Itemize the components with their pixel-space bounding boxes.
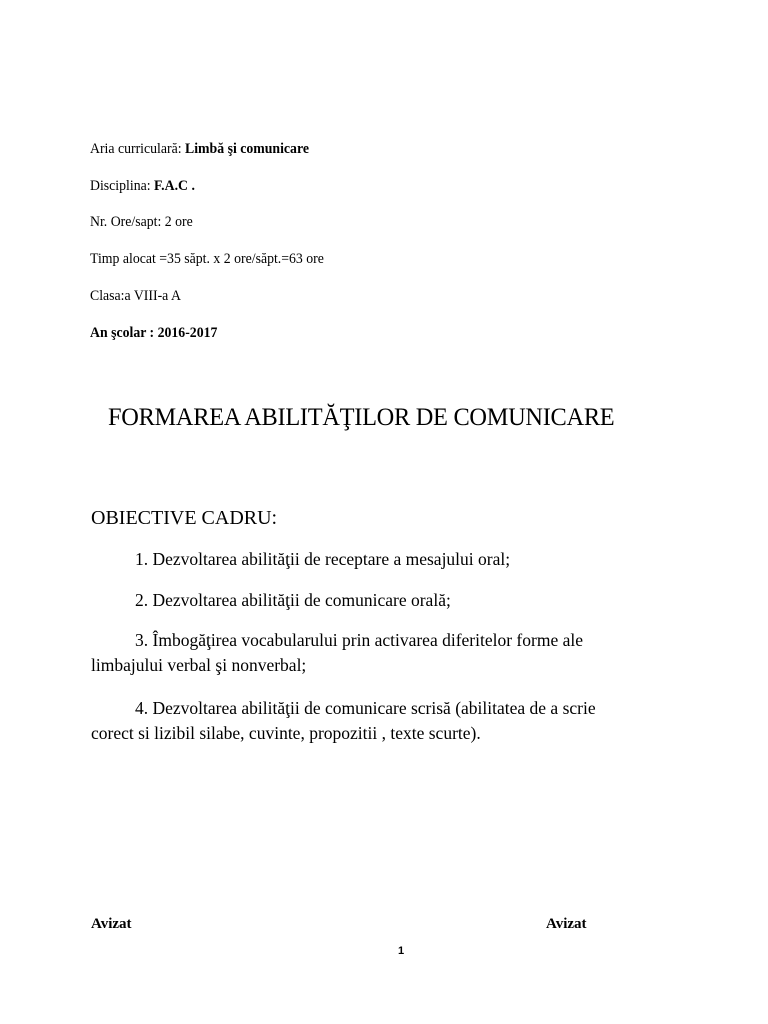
aria-curriculara-label: Aria curriculară: [90, 141, 186, 157]
objective-item-1 [91, 547, 691, 572]
disciplina-label: Disciplina: [90, 178, 155, 194]
objective-item-3 [91, 628, 691, 678]
nr-ore-line: Nr. Ore/sapt: 2 ore [90, 214, 193, 230]
avizat-right: Avizat [546, 916, 587, 932]
clasa-line: Clasa:a VIII-a A [90, 288, 181, 304]
avizat-left: Avizat [91, 916, 132, 932]
disciplina-value: F.A.C . [154, 178, 195, 194]
an-scolar-value: 2016-2017 [157, 325, 218, 341]
objective-3-text: 3. Îmbogăţirea vocabularului prin activarea diferitelor forme ale [135, 630, 583, 650]
an-scolar-label: An şcolar : [90, 325, 158, 341]
an-scolar-line [90, 324, 217, 342]
objectives-heading: OBIECTIVE CADRU: [91, 507, 278, 529]
document-title: FORMAREA ABILITĂŢILOR DE COMUNICARE [108, 404, 615, 431]
objective-1-text: 1. Dezvoltarea abilităţii de receptare a mesajului oral; [135, 549, 511, 569]
objective-item-4 [91, 696, 691, 746]
objective-4-text: 4. Dezvoltarea abilităţii de comunicare scrisă (abilitatea de a scrie [135, 698, 596, 718]
page-number: 1 [398, 945, 405, 957]
objective-2-text: 2. Dezvoltarea abilităţii de comunicare orală; [135, 590, 451, 610]
aria-curriculara-value: Limbă şi comunicare [185, 141, 309, 157]
aria-curriculara-line [90, 140, 309, 158]
disciplina-line [90, 177, 195, 195]
objective-3-continuation: limbajului verbal şi nonverbal; [91, 655, 307, 675]
objective-4-continuation: corect si lizibil silabe, cuvinte, propozitii , texte scurte). [91, 723, 481, 743]
objective-item-2 [91, 588, 691, 613]
timp-alocat-line: Timp alocat =35 săpt. x 2 ore/săpt.=63 ore [90, 251, 324, 267]
